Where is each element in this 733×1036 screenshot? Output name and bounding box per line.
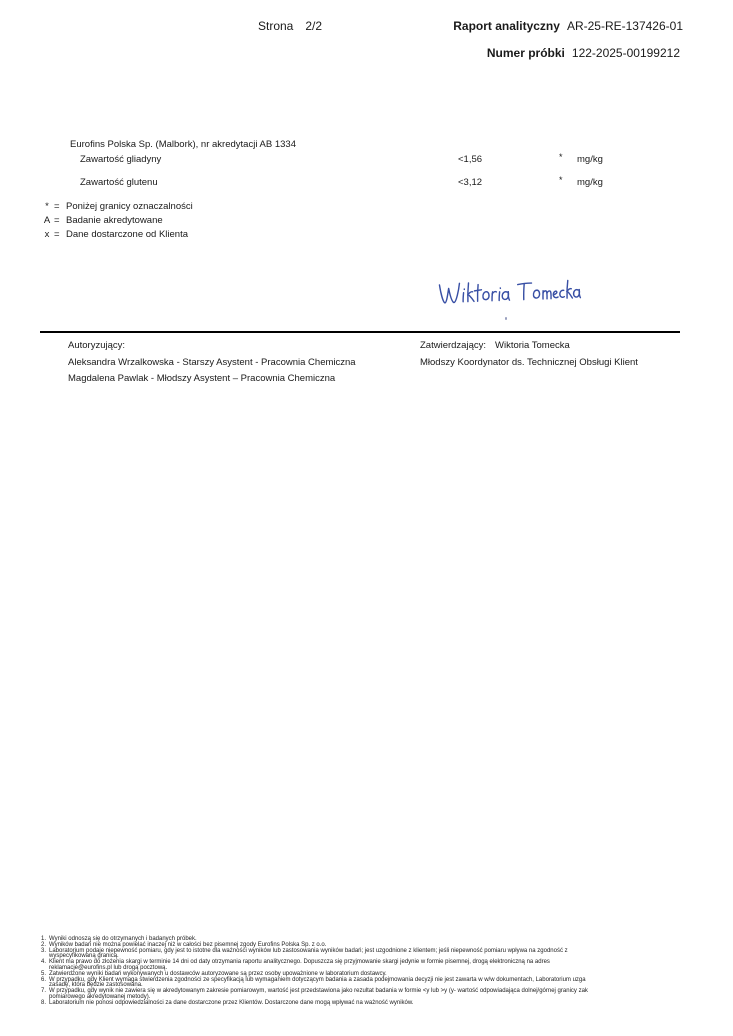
result-value: <1,56 [458,154,483,165]
authorizing-block [68,338,356,388]
approving-block [420,338,638,371]
page-number-label: Strona [258,19,294,33]
result-value: <3,12 [458,177,483,188]
page-number-block [258,19,322,33]
footnote-number: 7. [40,988,46,995]
signature-divider-line [40,331,680,333]
legend-symbol: * [45,201,49,212]
handwritten-signature [436,272,582,318]
legend-equals: = [54,201,60,212]
legend-symbol: A [43,215,51,226]
report-number-block [380,19,683,33]
footnote-text: W przypadku, gdy Klient wymaga stwierdzenia zgodności ze specyfikacją lub wymaganiem dotyczącym badania a zasada podejmowania decyzji nie jest zawarta w w/w dokumentach, Laboratorium uzga zasadę, która będzie zastosowana. [49,976,586,989]
footnote-text: Laboratorium nie ponosi odpowiedzialności za dane dostarczone przez Klientów. Dostarczone dane mogą wpływać na ważność wyników. [49,999,414,1006]
result-parameter: Zawartość glutenu [80,177,158,188]
legend-equals: = [54,215,60,226]
footnote-text: Laboratorium podaje niepewność pomiaru, gdy jest to istotne dla ważności wyników lub zastosowania wyników badań; jest uzgodnione z klientem; jeśli niepewność pomiaru wpływa na zgodność z wyspecyfikowaną granicą. [49,947,568,960]
footnote-text: Wyniki odnoszą się do otrzymanych i badanych próbek. [49,936,197,942]
result-unit: mg/kg [577,154,603,165]
report-number-value: AR-25-RE-137426-01 [566,19,683,33]
footnote-number: 1. [40,936,46,942]
footnote-text: Wyników badań nie można powielać inaczej niż w całości bez pisemnej zgody Eurofins Polska Sp. z o.o. [49,941,327,948]
report-number-label: Raport analityczny [453,19,560,33]
ink-speck [505,317,507,320]
laboratory-accreditation-line: Eurofins Polska Sp. (Malbork), nr akredytacji AB 1334 [70,139,296,150]
footnote-text: W przypadku, gdy wynik nie zawiera się w akredytowanym zakresie pomiarowym, wartość jest przedstawiona jako rezultat badania w formie <y lub >y (y- wartość odpowiadająca dolnej/górnej granicy zak pomiarowego akredytowanej metody). [49,988,588,1000]
legend [40,201,193,243]
footnote-text: Zatwierdzone wyniki badań wykonywanych u dostawców autoryzowane są przez osoby upoważnione w laboratorium dostawcy. [49,970,387,977]
approving-title: Młodszy Koordynator ds. Technicznej Obsługi Klient [420,356,638,368]
footnotes-list [37,937,723,1007]
result-flag: * [559,152,563,162]
authorizing-label: Autoryzujący: [68,340,126,351]
footnote-text: Klient ma prawo do złożenia skargi w terminie 14 dni od daty otrzymania raportu analitycznego. Dopuszcza się przyjmowanie skargi jedynie w formie pisemnej, drogą elektroniczną na adres reklamacje@eurofins.pl lub drogą pocztową. [49,959,550,971]
footnote-number: 2. [40,941,46,948]
signature-ink-icon [436,272,582,313]
result-row [0,154,733,168]
approving-line [420,338,638,355]
sample-number-block [380,46,680,60]
approving-name: Wiktoria Tomecka [495,340,570,351]
legend-text: Dane dostarczone od Klienta [66,229,188,240]
authorizing-person: Aleksandra Wrzalkowska - Starszy Asystent - Pracownia Chemiczna [68,356,356,368]
legend-item [40,229,193,243]
legend-item [40,201,193,215]
approving-label: Zatwierdzający: [420,340,486,351]
footnote-number: 5. [40,970,46,977]
legend-symbol: x [44,229,50,240]
sample-number-label: Numer próbki [486,46,565,60]
sample-number-value: 122-2025-00199212 [571,46,680,60]
legend-text: Badanie akredytowane [66,215,163,226]
footnote [37,1001,723,1007]
footnote-number: 8. [40,999,46,1006]
footnote-number: 3. [40,947,46,954]
result-unit: mg/kg [577,177,603,188]
page-number-value: 2/2 [305,19,323,33]
result-flag: * [559,175,563,185]
legend-item [40,215,193,229]
legend-text: Poniżej granicy oznaczalności [66,201,193,212]
legend-equals: = [54,229,60,240]
footnote-number: 6. [40,976,46,983]
result-row [0,177,733,191]
footnote-number: 4. [40,959,46,966]
result-parameter: Zawartość gliadyny [80,154,162,165]
authorizing-person: Magdalena Pawlak - Młodszy Asystent – Pracownia Chemiczna [68,373,336,384]
